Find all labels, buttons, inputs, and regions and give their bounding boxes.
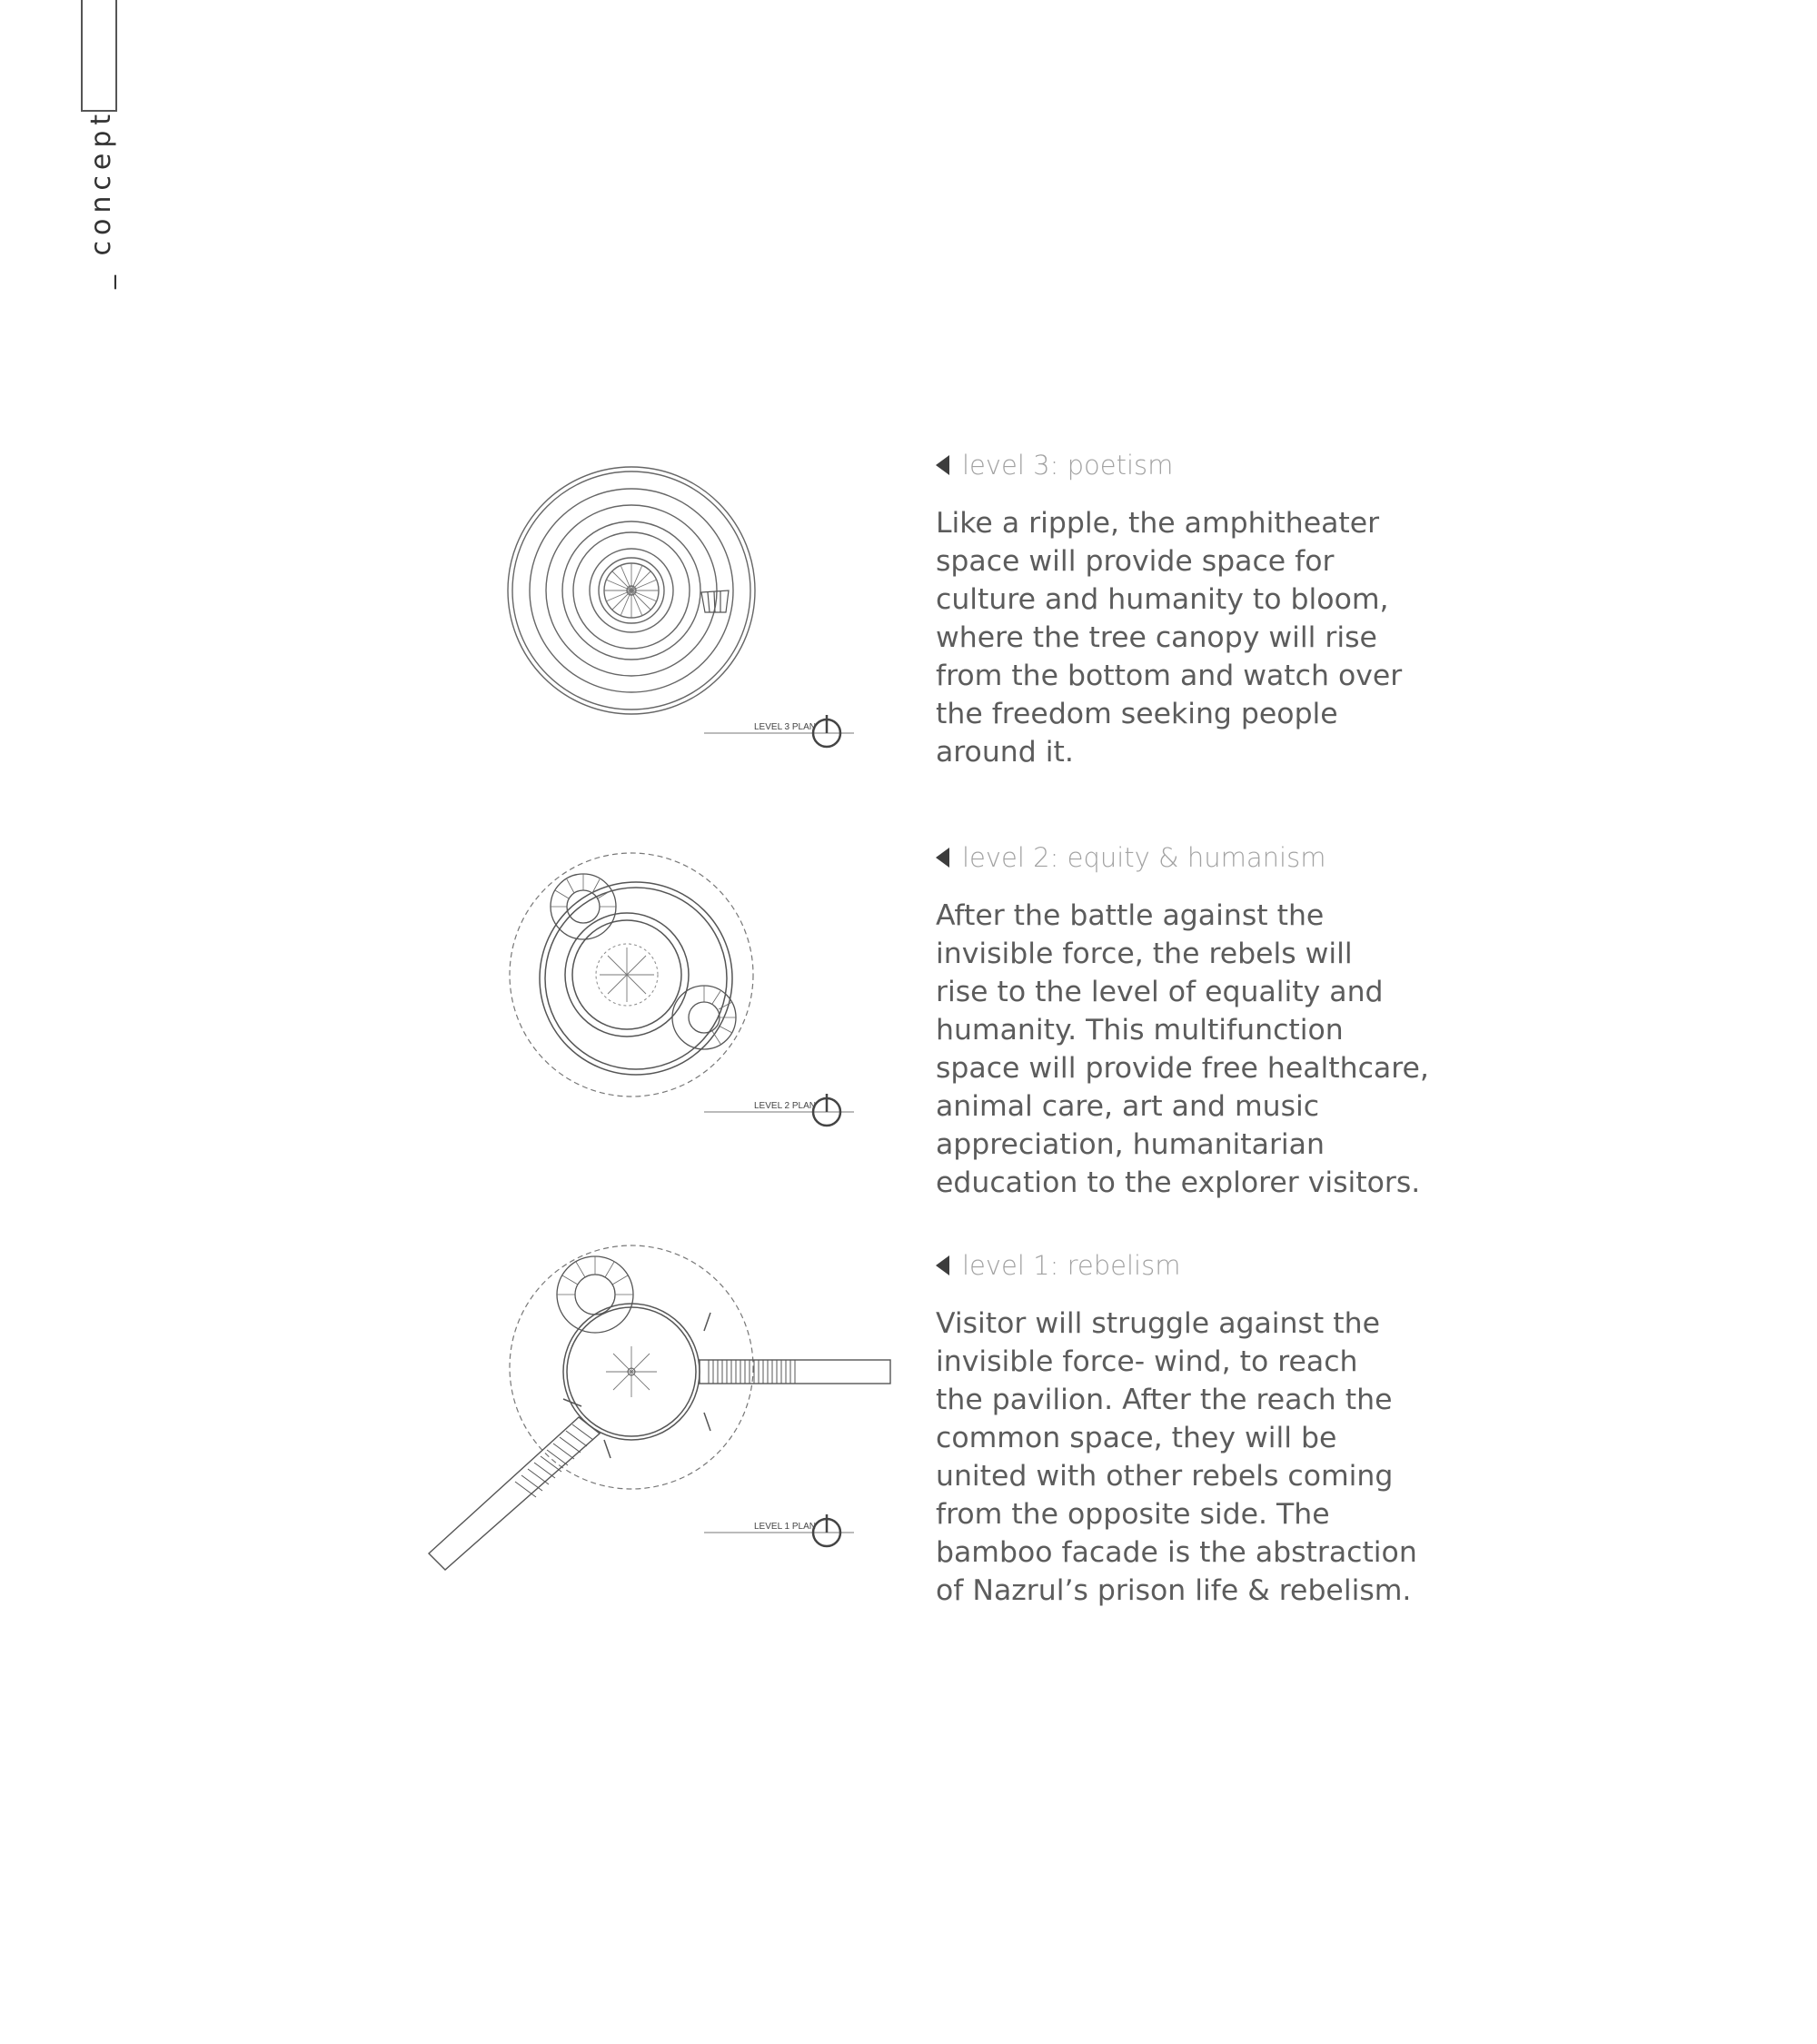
plan-label: LEVEL 2 PLAN — [754, 1101, 817, 1111]
level-2-plan — [500, 845, 863, 1145]
side-rule-left — [81, 0, 83, 111]
level-3-body: Like a ripple, the amphitheater space will provide space for culture and humanity to bloom, where the tree canopy will rise from the bottom and watch over the freedom seeking people around it. — [936, 507, 1403, 769]
level-2-heading-text: level 2: equity & humanism — [962, 842, 1326, 873]
level-3-heading-text: level 3: poetism — [962, 450, 1174, 481]
plan-label: LEVEL 3 PLAN — [754, 722, 817, 732]
side-rule-right — [115, 0, 117, 111]
level-3-section — [936, 450, 1481, 771]
level-1-heading — [936, 1250, 1481, 1281]
side-tab — [0, 0, 127, 300]
level-1-plan — [427, 1245, 899, 1581]
north-arrow-icon — [813, 1514, 840, 1546]
level-2-section — [936, 842, 1481, 1202]
triangle-left-icon — [936, 848, 949, 868]
plan-label: LEVEL 1 PLAN — [754, 1522, 817, 1532]
level-3-heading — [936, 450, 1481, 481]
level-1-section — [936, 1250, 1481, 1610]
triangle-left-icon — [936, 1255, 949, 1275]
level-2-heading — [936, 842, 1481, 873]
north-arrow-icon — [813, 1094, 840, 1126]
north-arrow-icon — [813, 715, 840, 747]
triangle-left-icon — [936, 455, 949, 475]
level-1-heading-text: level 1: rebelism — [962, 1250, 1181, 1281]
level-2-body: After the battle against the invisible force, the rebels will rise to the level of equality and humanity. This multifunction space will provide free healthcare, animal care, art and music appreciation, humanitarian education to the explorer visitors. — [936, 899, 1429, 1199]
level-1-body: Visitor will struggle against the invisible force- wind, to reach the pavilion. After the reach the common space, they will be united with other rebels coming from the opposite side. The bamboo facade is the abstraction of Nazrul’s prison life & rebelism. — [936, 1307, 1417, 1607]
side-label: _ concept — [85, 108, 117, 289]
level-3-plan — [500, 454, 863, 763]
